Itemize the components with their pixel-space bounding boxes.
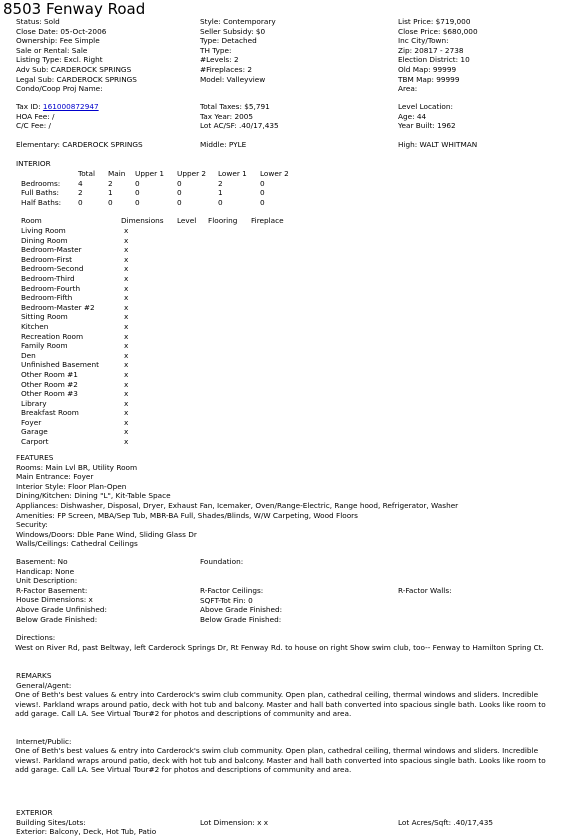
column-header: Main xyxy=(108,169,126,178)
internet-public-text: One of Beth's best values & entry into Carderock's swim club community. Open plan, cathedral ceiling, thermal windows and sliders. Incredible views!. Parkland wraps around patio, deck with hot tub and balcony. Master and hall bath converted into spacious single bath. Looks like room to add garage. Call LA. See Virtual Tour#2 for photos and descriptions of community and area. xyxy=(15,746,546,775)
feature-line: Appliances: Dishwasher, Disposal, Dryer, Exhaust Fan, Icemaker, Oven/Range-Electric, Range hood, Refrigerator, Washer xyxy=(16,500,459,510)
header-field: Area: xyxy=(398,84,418,94)
table-header-row xyxy=(21,169,300,179)
above-grade-finished-field: Above Grade Finished: xyxy=(200,605,283,615)
room-dimension: x xyxy=(124,264,129,274)
column-header: Total xyxy=(78,169,96,178)
tax-col-1 xyxy=(16,102,99,131)
room-dimension: x xyxy=(124,341,129,351)
room-name: Garage xyxy=(21,427,48,437)
table-cell: 0 xyxy=(78,197,83,207)
feature-line: Walls/Ceilings: Cathedral Ceilings xyxy=(16,539,138,549)
room-dimension: x xyxy=(124,369,129,379)
tax-year: Tax Year: 2005 xyxy=(200,111,254,121)
directions-text: West on River Rd, past Beltway, left Carderock Springs Dr, Rt Fenway Rd. to house on right Show swim club, too-- Fenway to Hamilton Spring Ct. xyxy=(15,643,544,652)
header-field: Listing Type: Excl. Right xyxy=(16,55,103,65)
cc-fee: C/C Fee: / xyxy=(16,121,51,131)
header-field: Ownership: Fee Simple xyxy=(16,36,100,46)
header-field: Inc City/Town: xyxy=(398,36,449,46)
room-name: Other Room #2 xyxy=(21,379,78,389)
basement-field: Unit Description: xyxy=(16,576,78,586)
features-section xyxy=(16,453,458,549)
room-dimension: x xyxy=(124,408,129,418)
table-cell: 0 xyxy=(135,178,140,188)
table-cell: 1 xyxy=(218,188,223,198)
interior-heading: INTERIOR xyxy=(16,159,51,168)
feature-line: Amenities: FP Screen, MBA/Sep Tub, MBR-BA Full, Shades/Blinds, W/W Carpeting, Wood Floors xyxy=(16,510,358,520)
tax-id-label: Tax ID: xyxy=(16,102,41,111)
internet-public-label: Internet/Public: xyxy=(16,737,72,746)
room-dimension: x xyxy=(124,398,129,408)
tax-id-link[interactable]: 161000872947 xyxy=(42,102,99,111)
room-name: Bedroom-Third xyxy=(21,273,75,283)
room-name: Family Room xyxy=(21,341,68,351)
tax-id-row xyxy=(16,102,99,112)
rooms-header-level: Level xyxy=(177,216,197,225)
header-field: TH Type: xyxy=(200,45,232,55)
room-dimension: x xyxy=(124,273,129,283)
lot-acres-field: Lot Acres/Sqft: .40/17,435 xyxy=(398,817,493,827)
features-heading: FEATURES xyxy=(16,453,54,462)
room-name: Breakfast Room xyxy=(21,408,79,418)
room-dimension: x xyxy=(124,427,129,437)
room-name: Bedroom-Fourth xyxy=(21,283,81,293)
directions-label: Directions: xyxy=(16,633,56,642)
tax-col-2 xyxy=(200,102,279,131)
room-name: Carport xyxy=(21,437,49,447)
room-dimension: x xyxy=(124,312,129,322)
table-cell: 0 xyxy=(260,197,265,207)
column-header: Lower 1 xyxy=(218,169,247,178)
room-dimension: x xyxy=(124,331,129,341)
row-label: Full Baths: xyxy=(21,188,60,198)
room-dimension: x xyxy=(124,226,129,235)
header-field: Style: Contemporary xyxy=(200,17,276,26)
rfactor-walls-field: R-Factor Walls: xyxy=(398,586,452,595)
room-dimension: x xyxy=(124,417,129,427)
header-field: #Levels: 2 xyxy=(200,55,239,65)
basement-field: Above Grade Unfinished: xyxy=(16,604,108,614)
rooms-header-dimensions: Dimensions xyxy=(121,216,164,225)
room-name: Recreation Room xyxy=(21,331,84,341)
room-name: Living Room xyxy=(21,226,66,235)
feature-line: Interior Style: Floor Plan-Open xyxy=(16,481,127,491)
feature-line: Main Entrance: Foyer xyxy=(16,472,94,482)
header-col-2 xyxy=(200,17,276,84)
room-name: Unfinished Basement xyxy=(21,360,99,370)
basement-field: Basement: No xyxy=(16,557,68,566)
table-cell: 0 xyxy=(177,188,182,198)
room-dimension: x xyxy=(124,283,129,293)
basement-col-1 xyxy=(16,557,107,624)
room-name: Bedroom-Fifth xyxy=(21,293,73,303)
header-field: Legal Sub: CARDEROCK SPRINGS xyxy=(16,74,137,84)
high-school: High: WALT WHITMAN xyxy=(398,140,478,149)
general-agent-text: One of Beth's best values & entry into Carderock's swim club community. Open plan, cathedral ceiling, thermal windows and sliders. Incredible views!. Parkland wraps around patio, deck with hot tub and balcony. Master and hall bath converted into spacious single bath. Looks like room to add garage. Call LA. See Virtual Tour#2 for photos and descriptions of community and area. xyxy=(15,690,546,719)
room-dimension: x xyxy=(124,379,129,389)
basement-field: House Dimensions: x xyxy=(16,595,93,605)
room-dimension: x xyxy=(124,437,129,447)
table-cell: 0 xyxy=(135,197,140,207)
header-field: Adv Sub: CARDEROCK SPRINGS xyxy=(16,64,132,74)
tax-col-3 xyxy=(398,102,456,131)
building-sites-field: Building Sites/Lots: xyxy=(16,817,86,827)
exterior-heading: EXTERIOR xyxy=(16,808,53,817)
table-cell: 1 xyxy=(108,188,113,198)
header-field: Model: Valleyview xyxy=(200,74,266,84)
room-dimension: x xyxy=(124,293,129,303)
table-cell: 0 xyxy=(218,197,223,207)
room-dimension: x xyxy=(124,389,129,399)
room-dimension: x xyxy=(124,245,129,255)
header-field: Election District: 10 xyxy=(398,55,470,65)
table-row xyxy=(21,188,300,198)
feature-line: Windows/Doors: Dble Pane Wind, Sliding Glass Dr xyxy=(16,529,197,539)
table-cell: 2 xyxy=(78,188,83,198)
table-cell: 2 xyxy=(108,178,113,188)
room-name: Den xyxy=(21,350,36,360)
feature-line: Rooms: Main Lvl BR, Utility Room xyxy=(16,462,138,472)
header-field: Old Map: 99999 xyxy=(398,64,457,74)
basement-field: R-Factor Basement: xyxy=(16,585,88,595)
table-cell: 0 xyxy=(260,188,265,198)
room-dimension: x xyxy=(124,235,129,245)
room-name: Sitting Room xyxy=(21,312,68,322)
age: Age: 44 xyxy=(398,111,427,121)
column-header: Lower 2 xyxy=(260,169,289,178)
rooms-header-flooring: Flooring xyxy=(208,216,238,225)
table-cell: 0 xyxy=(108,197,113,207)
room-list xyxy=(21,226,99,447)
room-dimension: x xyxy=(124,350,129,360)
room-dimension: x xyxy=(124,360,129,370)
bedroom-bath-table xyxy=(21,169,300,207)
column-header: Upper 2 xyxy=(177,169,207,178)
hoa-fee: HOA Fee: / xyxy=(16,111,55,121)
table-row xyxy=(21,179,300,189)
level-location: Level Location: xyxy=(398,102,453,111)
room-name: Kitchen xyxy=(21,321,49,331)
table-cell: 2 xyxy=(218,178,223,188)
listing-title: 8503 Fenway Road xyxy=(3,0,146,18)
exterior-features-field: Exterior: Balcony, Deck, Hot Tub, Patio xyxy=(16,827,157,837)
column-header: Upper 1 xyxy=(135,169,165,178)
room-name: Bedroom-First xyxy=(21,254,72,264)
room-dimension: x xyxy=(124,254,129,264)
table-cell: 0 xyxy=(177,178,182,188)
middle-school: Middle: PYLE xyxy=(200,140,247,149)
table-cell: 0 xyxy=(177,197,182,207)
remarks-heading: REMARKS xyxy=(16,671,52,680)
room-dimension: x xyxy=(124,302,129,312)
total-taxes: Total Taxes: $5,791 xyxy=(200,102,270,111)
room-name: Dining Room xyxy=(21,235,68,245)
row-label: Bedrooms: xyxy=(21,178,61,188)
room-name: Other Room #3 xyxy=(21,389,78,399)
header-field: Sale or Rental: Sale xyxy=(16,45,88,55)
header-field: Type: Detached xyxy=(200,36,257,46)
header-field: Condo/Coop Proj Name: xyxy=(16,84,103,94)
room-name: Bedroom-Second xyxy=(21,264,84,274)
elementary-school: Elementary: CARDEROCK SPRINGS xyxy=(16,140,143,149)
room-dimensions-list xyxy=(124,226,128,447)
rooms-header-room: Room xyxy=(21,216,42,225)
table-cell: 0 xyxy=(135,188,140,198)
general-agent-label: General/Agent: xyxy=(16,681,72,690)
header-col-3 xyxy=(398,17,478,94)
room-dimension: x xyxy=(124,321,129,331)
lot-dimension-field: Lot Dimension: x x xyxy=(200,817,269,827)
rooms-header-fireplace: Fireplace xyxy=(251,216,284,225)
header-field: Zip: 20817 - 2738 xyxy=(398,45,464,55)
room-name: Foyer xyxy=(21,417,42,427)
room-name: Library xyxy=(21,398,47,408)
header-field: #Fireplaces: 2 xyxy=(200,64,252,74)
room-name: Other Room #1 xyxy=(21,369,78,379)
header-field: List Price: $719,000 xyxy=(398,17,471,26)
below-grade-finished-field: Below Grade Finished: xyxy=(200,614,282,624)
foundation-field: Foundation: xyxy=(200,557,244,566)
feature-line: Security: xyxy=(16,520,48,530)
header-field: Close Price: $680,000 xyxy=(398,26,478,36)
sqft-tot-fin-field: SQFT-Tot Fin: 0 xyxy=(200,595,253,605)
feature-line: Dining/Kitchen: Dining "L", Kit-Table Space xyxy=(16,491,171,501)
column-header xyxy=(21,169,78,179)
lot-acsf: Lot AC/SF: .40/17,435 xyxy=(200,121,279,131)
basement-field: Below Grade Finished: xyxy=(16,614,98,624)
header-field: Status: Sold xyxy=(16,17,60,26)
year-built: Year Built: 1962 xyxy=(398,121,456,131)
rfactor-ceilings-field: R-Factor Ceilings: xyxy=(200,586,264,595)
room-name: Bedroom-Master #2 xyxy=(21,302,95,312)
header-field: Seller Subsidy: $0 xyxy=(200,26,266,36)
room-name: Bedroom-Master xyxy=(21,245,82,255)
table-cell: 4 xyxy=(78,178,83,188)
basement-field: Handicap: None xyxy=(16,566,75,576)
table-cell: 0 xyxy=(260,178,265,188)
table-row xyxy=(21,198,300,208)
row-label: Half Baths: xyxy=(21,197,62,207)
header-field: TBM Map: 99999 xyxy=(398,74,460,84)
header-field: Close Date: 05-Oct-2006 xyxy=(16,26,107,36)
header-col-1 xyxy=(16,17,137,94)
